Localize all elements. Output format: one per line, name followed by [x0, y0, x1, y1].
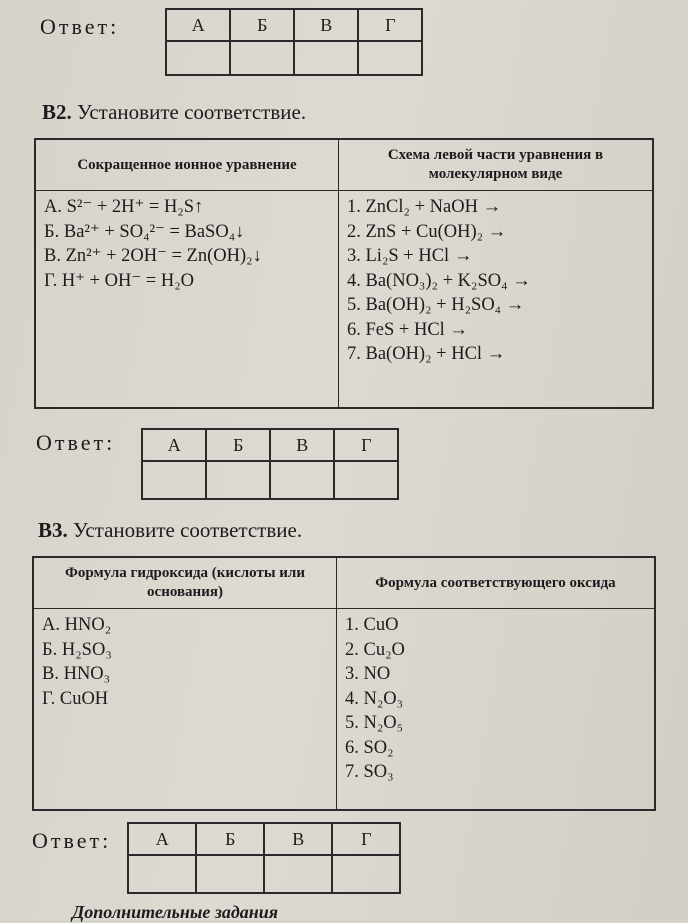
b3-left-item: В. HNO₃	[42, 664, 111, 684]
b3-number: В3.	[38, 518, 68, 542]
b2-title: Установите соответствие.	[77, 100, 307, 124]
b2-right-item: 5. Ba(OH)₂ + H₂SO₄ →	[347, 295, 525, 315]
b3-right-item: 1. CuO	[345, 615, 399, 635]
answer-cell-a[interactable]	[128, 855, 196, 893]
answer-label: Ответ:	[40, 14, 120, 39]
b3-left-item: Г. CuOH	[42, 688, 109, 709]
answer-grid	[165, 8, 423, 76]
answer-grid	[127, 822, 401, 894]
footer-heading: Дополнительные задания	[72, 902, 279, 922]
answer-grid	[141, 428, 399, 500]
answer-col-a: А	[128, 823, 196, 855]
b2-col-left-header: Сокращенное ионное уравнение	[35, 139, 339, 191]
b3-title: Установите соответствие.	[73, 518, 303, 542]
answer-col-b: Б	[206, 429, 270, 461]
answer-cell-b[interactable]	[206, 461, 270, 499]
b3-col-left-header: Формула гидроксида (кислоты или основания)	[33, 557, 337, 609]
answer-col-v: В	[270, 429, 334, 461]
b2-answer-row	[36, 428, 399, 500]
b3-heading	[38, 518, 302, 543]
answer-cell-b[interactable]	[230, 41, 294, 75]
b3-right-item: 7. SO₃	[345, 762, 394, 782]
b2-right-item: 4. Ba(NO₃)₂ + K₂SO₄ →	[347, 270, 531, 291]
answer-cell-a[interactable]	[166, 41, 230, 75]
answer-cell-v[interactable]	[270, 461, 334, 499]
answer-col-a: А	[166, 9, 230, 41]
answer-col-v: В	[264, 823, 332, 855]
answer-col-g: Г	[332, 823, 400, 855]
answer-label: Ответ:	[32, 828, 112, 853]
b2-left-item: Б. Ba²⁺ + SO₄²⁻ = BaSO₄↓	[44, 221, 245, 242]
b2-left-item: В. Zn²⁺ + 2OH⁻ = Zn(OH)₂↓	[44, 246, 262, 266]
b2-match-table	[34, 138, 654, 409]
b3-right-item: 2. Cu₂O	[345, 639, 405, 660]
b2-right-cell	[339, 191, 654, 409]
b2-col-right-header: Схема левой части уравнения в молекулярном виде	[339, 139, 654, 191]
b2-right-item: 2. ZnS + Cu(OH)₂ →	[347, 221, 507, 242]
answer-col-g: Г	[334, 429, 398, 461]
answer-cell-g[interactable]	[334, 461, 398, 499]
b3-left-item: Б. H₂SO₃	[42, 639, 112, 660]
b3-right-item: 3. NO	[345, 664, 391, 684]
b2-right-item: 6. FeS + HCl →	[347, 319, 468, 340]
answer-cell-v[interactable]	[264, 855, 332, 893]
b2-number: В2.	[42, 100, 72, 124]
answer-col-b: Б	[230, 9, 294, 41]
b2-right-item: 3. Li₂S + HCl →	[347, 246, 473, 266]
answer-cell-g[interactable]	[358, 41, 422, 75]
answer-col-g: Г	[358, 9, 422, 41]
top-answer-row	[40, 8, 423, 76]
b3-right-cell	[337, 609, 656, 811]
answer-col-v: В	[294, 9, 358, 41]
b3-col-right-header: Формула соответствующего оксида	[337, 557, 656, 609]
b2-left-item: Г. H⁺ + OH⁻ = H₂O	[44, 270, 195, 291]
b3-right-item: 5. N₂O₅	[345, 713, 404, 733]
b2-left-item: А. S²⁻ + 2H⁺ = H₂S↑	[44, 197, 204, 217]
b2-heading	[42, 100, 306, 125]
answer-cell-a[interactable]	[142, 461, 206, 499]
b3-left-item: А. HNO₂	[42, 615, 112, 635]
answer-cell-g[interactable]	[332, 855, 400, 893]
b3-match-table	[32, 556, 656, 811]
b3-answer-row	[32, 822, 401, 894]
answer-cell-b[interactable]	[196, 855, 264, 893]
b2-right-item: 7. Ba(OH)₂ + HCl →	[347, 344, 506, 364]
b2-right-item: 1. ZnCl₂ + NaOH →	[347, 197, 502, 217]
b3-right-item: 4. N₂O₃	[345, 688, 404, 709]
answer-col-b: Б	[196, 823, 264, 855]
b3-right-item: 6. SO₂	[345, 737, 394, 758]
answer-cell-v[interactable]	[294, 41, 358, 75]
answer-label: Ответ:	[36, 430, 116, 455]
b2-left-cell	[35, 191, 339, 409]
b3-left-cell	[33, 609, 337, 811]
answer-col-a: А	[142, 429, 206, 461]
